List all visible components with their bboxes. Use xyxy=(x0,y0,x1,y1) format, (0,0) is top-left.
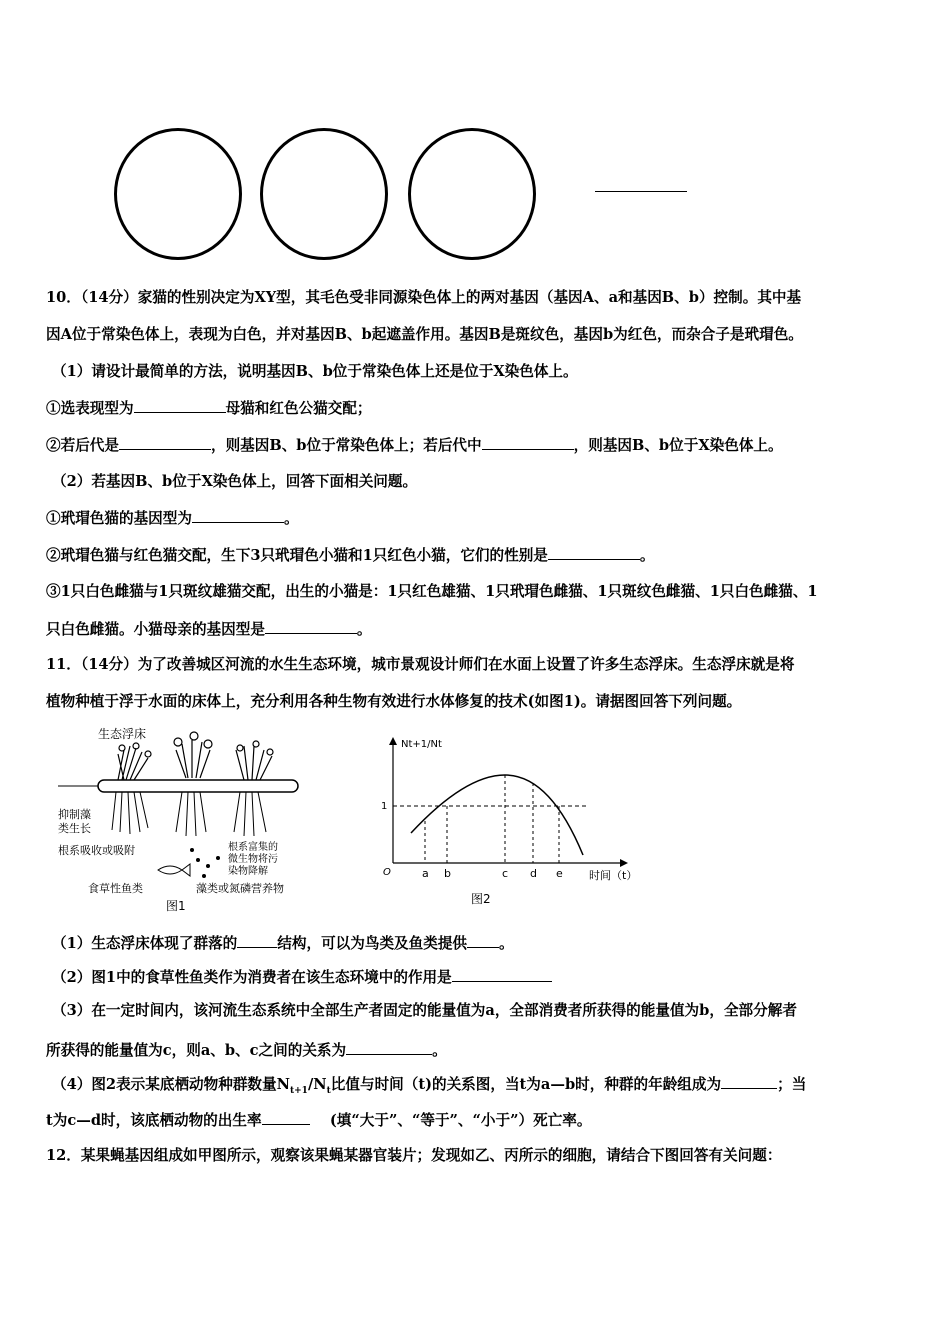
circle-1 xyxy=(114,128,242,260)
text: (填“大于”、“等于”、“小于”）死亡率。 xyxy=(329,1112,592,1129)
text: 所获得的能量值为c，则a、b、c之间的关系为 xyxy=(46,1042,347,1059)
figure-1-caption: 图1 xyxy=(166,899,186,913)
label-inhibit-2: 类生长 xyxy=(58,822,91,835)
y-axis-label: Nt+1/Nt xyxy=(401,739,442,750)
y-axis-arrow-icon xyxy=(389,737,397,745)
nutrients-icon xyxy=(190,848,220,878)
q11-part-1 xyxy=(52,933,922,954)
q10-part-1: （1）请设计最简单的方法，说明基因B、b位于常染色体上还是位于X染色体上。 xyxy=(52,363,578,380)
q11-part-4-line-1 xyxy=(52,1074,922,1101)
float-bed xyxy=(98,780,298,792)
q10-part-2d xyxy=(46,619,916,640)
text: t为c—d时，该底栖动物的出生率 xyxy=(46,1112,262,1129)
floating-bed-drawing xyxy=(58,720,308,915)
fish-icon xyxy=(158,864,190,876)
tick-c: c xyxy=(502,867,509,880)
q11-part-2 xyxy=(52,967,922,988)
answer-blank[interactable] xyxy=(265,619,357,634)
q10-part-2a xyxy=(46,508,916,529)
answer-blank[interactable] xyxy=(237,933,277,948)
answer-blank[interactable] xyxy=(119,435,211,450)
q11-part-3-line-1: （3）在一定时间内，该河流生态系统中全部生产者固定的能量值为a，全部消费者所获得的能量值为b，全部分解者 xyxy=(52,1002,797,1019)
subscript: t+1 xyxy=(289,1085,308,1096)
label-micro-1: 根系富集的 xyxy=(228,842,278,853)
text: ①选表现型为 xyxy=(46,400,134,417)
q10-line-2: 因A位于常染色体上，表现为白色，并对基因B、b起遮盖作用。基因B是斑纹色，基因b为红色，而杂合子是玳瑁色。 xyxy=(46,326,803,343)
text: ②玳瑁色猫与红色猫交配，生下3只玳瑁色小猫和1只红色小猫，它们的性别是 xyxy=(46,547,548,564)
q10-part-1b xyxy=(46,435,916,456)
answer-blank[interactable] xyxy=(262,1110,310,1125)
text: 。 xyxy=(432,1042,447,1059)
figure-1 xyxy=(58,720,308,915)
label-micro-2: 微生物将污 xyxy=(228,854,278,865)
text: ，则基因B、b位于X染色体上。 xyxy=(573,437,783,454)
subscript: t xyxy=(326,1085,331,1096)
chromosome-circles xyxy=(112,122,712,262)
text: （4）图2表示某底栖动物种群数量N xyxy=(52,1076,290,1093)
text: ，则基因B、b位于常染色体上；若后代中 xyxy=(210,437,482,454)
text: （1）生态浮床体现了群落的 xyxy=(52,935,238,952)
label-fish: 食草性鱼类 xyxy=(88,882,143,895)
label-algae: 藻类或氮磷营养物 xyxy=(196,882,284,895)
tick-e: e xyxy=(556,867,563,880)
answer-blank[interactable] xyxy=(482,435,574,450)
q10-part-2c: ③1只白色雌猫与1只斑纹雄猫交配，出生的小猫是：1只红色雄猫、1只玳瑁色雌猫、1只斑纹色雌猫、1只白色雌猫、1 xyxy=(46,583,818,600)
answer-blank[interactable] xyxy=(548,545,640,560)
label-inhibit-1: 抑制藻 xyxy=(58,808,91,821)
x-axis-label: 时间（t） xyxy=(589,869,638,882)
text: ②若后代是 xyxy=(46,437,119,454)
q11-line-1: 11．（14分）为了改善城区河流的水生生态环境，城市景观设计师们在水面上设置了许多生态浮床。生态浮床就是将 xyxy=(46,656,795,673)
tick-b: b xyxy=(444,867,451,880)
text: 。 xyxy=(499,935,514,952)
text: 母猫和红色公猫交配； xyxy=(225,400,372,417)
answer-blank[interactable] xyxy=(467,933,499,948)
text: 比值与时间（t)的关系图，当t为a—b时，种群的年龄组成为 xyxy=(330,1076,722,1093)
q10-part-1a xyxy=(46,398,916,419)
y-tick-1: 1 xyxy=(381,801,388,812)
tick-d: d xyxy=(530,867,537,880)
q10-part-2b xyxy=(46,545,916,566)
figure-2-caption: 图2 xyxy=(471,892,491,906)
ratio-curve-chart xyxy=(375,735,655,915)
label-root-absorb: 根系吸收或吸附 xyxy=(58,844,135,857)
text: ①玳瑁色猫的基因型为 xyxy=(46,510,192,527)
answer-blank[interactable] xyxy=(134,398,226,413)
q11-line-2: 植物种植于浮于水面的床体上，充分利用各种生物有效进行水体修复的技术(如图1)。请据图回答下列问题。 xyxy=(46,693,742,710)
text: 只白色雌猫。小猫母亲的基因型是 xyxy=(46,621,265,638)
tick-a: a xyxy=(422,867,429,880)
answer-blank[interactable] xyxy=(346,1040,432,1055)
answer-blank[interactable] xyxy=(192,508,284,523)
text: 。 xyxy=(639,547,655,564)
label-float-bed: 生态浮床 xyxy=(98,727,147,741)
text: ；当 xyxy=(777,1076,807,1093)
text: 。 xyxy=(283,510,299,527)
x-axis-arrow-icon xyxy=(620,859,628,867)
circle-3 xyxy=(408,128,536,260)
roots-icon xyxy=(112,792,266,836)
answer-blank-top[interactable] xyxy=(595,191,687,192)
q10-part-2: （2）若基因B、b位于X染色体上，回答下面相关问题。 xyxy=(52,473,418,490)
answer-blank[interactable] xyxy=(721,1074,777,1089)
text: 。 xyxy=(356,621,372,638)
figure-2 xyxy=(375,735,655,915)
circle-2 xyxy=(260,128,388,260)
text: /N xyxy=(307,1076,327,1093)
q12-line-1: 12．某果蝇基因组成如甲图所示，观察该果蝇某器官装片；发现如乙、丙所示的细胞，请结合下图回答有关问题： xyxy=(46,1147,782,1164)
ratio-curve xyxy=(411,775,583,855)
origin-label: O xyxy=(383,867,391,878)
text: 结构，可以为鸟类及鱼类提供 xyxy=(277,935,468,952)
answer-blank[interactable] xyxy=(452,967,552,982)
q10-line-1: 10．（14分）家猫的性别决定为XY型，其毛色受非同源染色体上的两对基因（基因A、a和基因B、b）控制。其中基 xyxy=(46,289,802,306)
q11-part-4-line-2 xyxy=(46,1110,916,1131)
label-micro-3: 染物降解 xyxy=(228,866,268,877)
text: （2）图1中的食草性鱼类作为消费者在该生态环境中的作用是 xyxy=(52,969,452,986)
q11-part-3-line-2 xyxy=(46,1040,916,1061)
